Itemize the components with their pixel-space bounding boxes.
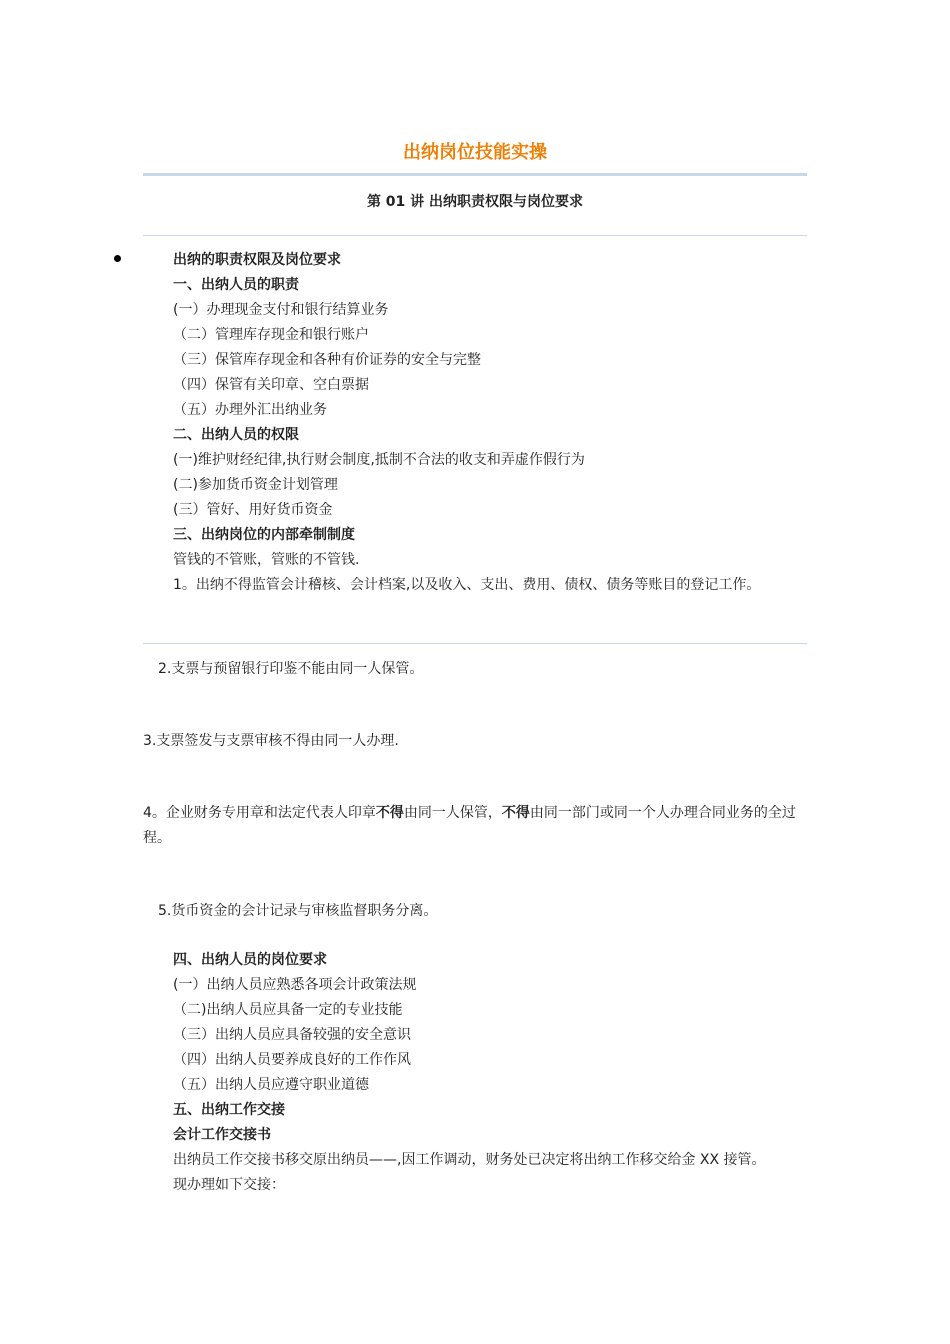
section-5-heading: 五、出纳工作交接 xyxy=(173,1102,285,1118)
emphasis-text: 不得 xyxy=(501,805,530,821)
rule-item-5: 5.货币资金的会计记录与审核监督职务分离。 xyxy=(158,903,438,919)
handover-paragraph: 出纳员工作交接书移交原出纳员——,因工作调动，财务处已决定将出纳工作移交给金 XX 接管。 xyxy=(173,1152,766,1168)
section-3-intro: 管钱的不管账，管账的不管钱. xyxy=(173,552,360,568)
list-item: （五）出纳人员应遵守职业道德 xyxy=(173,1077,369,1093)
rule-item-1: 1。出纳不得监管会计稽核、会计档案,以及收入、支出、费用、债权、债务等账目的登记工作。 xyxy=(173,577,761,593)
emphasis-text: 不得 xyxy=(375,805,404,821)
list-item: (一）出纳人员应熟悉各项会计政策法规 xyxy=(173,977,417,993)
list-item: （三）保管库存现金和各种有价证券的安全与完整 xyxy=(173,352,481,368)
rule-item-4-part: 由同一部门或同一个人办理合同业务的全过程。 xyxy=(143,805,796,846)
section-divider xyxy=(143,643,807,644)
list-item: (一)维护财经纪律,执行财会制度,抵制不合法的收支和弄虚作假行为 xyxy=(173,452,585,468)
rule-item-2: 2.支票与预留银行印鉴不能由同一人保管。 xyxy=(158,661,424,677)
section-3-heading: 三、出纳岗位的内部牵制制度 xyxy=(173,527,355,543)
rule-item-3: 3.支票签发与支票审核不得由同一人办理. xyxy=(143,733,399,749)
section-2-heading: 二、出纳人员的权限 xyxy=(173,427,299,443)
list-item: （二)出纳人员应具备一定的专业技能 xyxy=(173,1002,403,1018)
rule-item-4 xyxy=(143,801,807,851)
list-item: (二)参加货币资金计划管理 xyxy=(173,477,338,493)
lecture-subtitle: 第 01 讲 出纳职责权限与岗位要求 xyxy=(366,194,584,210)
section-1-heading: 一、出纳人员的职责 xyxy=(173,277,299,293)
title-divider xyxy=(143,173,807,176)
section-5-subheading: 会计工作交接书 xyxy=(173,1127,271,1143)
document-title: 出纳岗位技能实操 xyxy=(403,142,547,163)
list-item: （四）保管有关印章、空白票据 xyxy=(173,377,369,393)
list-bullet-icon xyxy=(114,255,121,262)
rule-item-4-part: 4。企业财务专用章和法定代表人印章 xyxy=(143,805,376,821)
section-4-heading: 四、出纳人员的岗位要求 xyxy=(173,952,327,968)
list-item: (一）办理现金支付和银行结算业务 xyxy=(173,302,389,318)
subtitle-divider xyxy=(143,235,807,236)
rule-item-4-part: 由同一人保管， xyxy=(403,805,502,821)
list-item: （三）出纳人员应具备较强的安全意识 xyxy=(173,1027,411,1043)
list-item: （四）出纳人员要养成良好的工作作风 xyxy=(173,1052,411,1068)
list-item: （五）办理外汇出纳业务 xyxy=(173,402,327,418)
handover-paragraph: 现办理如下交接： xyxy=(173,1177,285,1193)
list-item: （二）管理库存现金和银行账户 xyxy=(173,327,369,343)
list-heading: 出纳的职责权限及岗位要求 xyxy=(173,252,341,268)
list-item: (三）管好、用好货币资金 xyxy=(173,502,333,518)
